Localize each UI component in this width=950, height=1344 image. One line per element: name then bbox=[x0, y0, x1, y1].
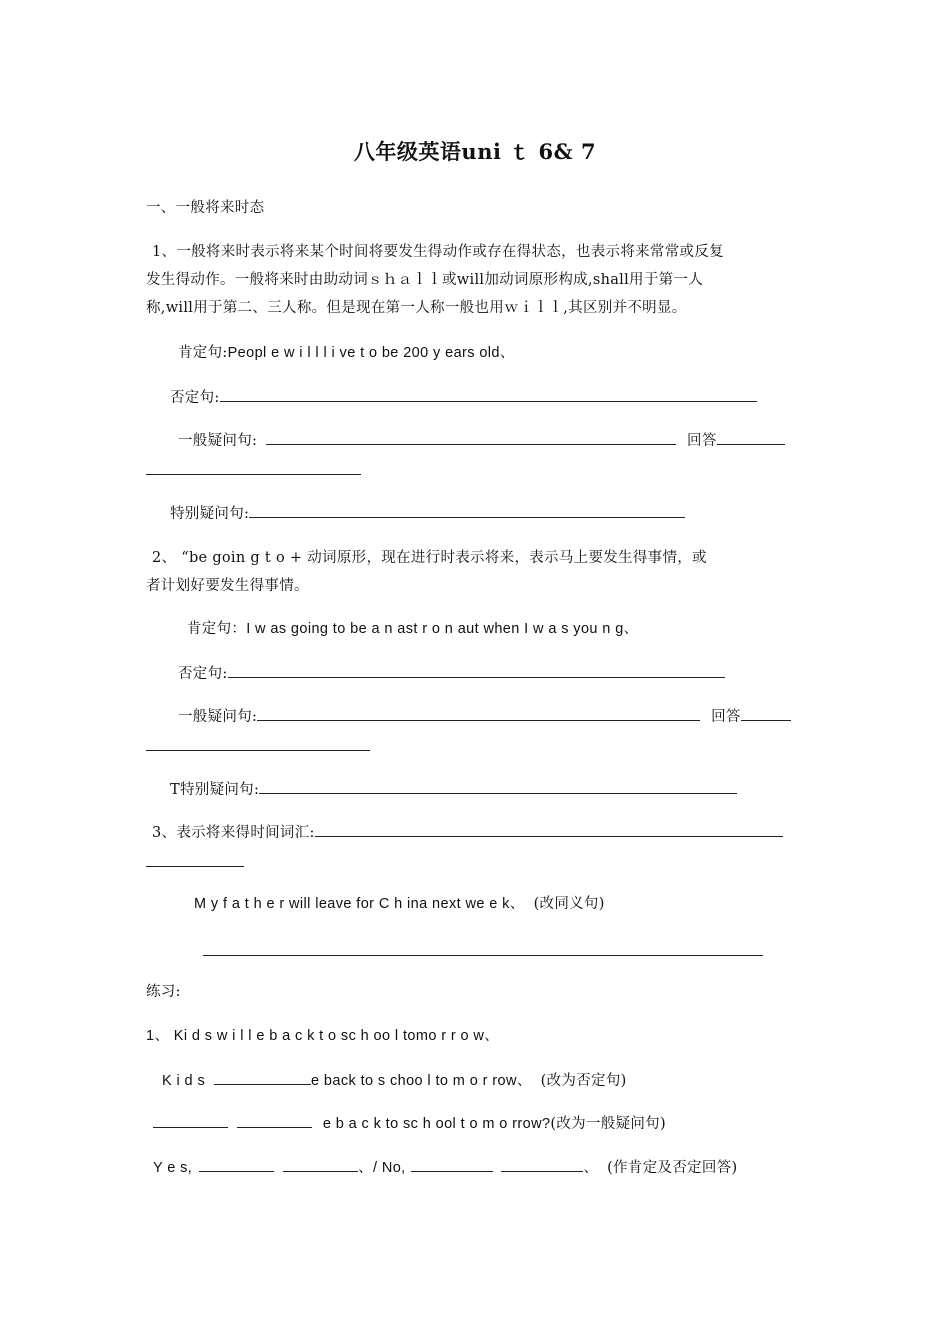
practice-item-1: 1、 Ki d s w i l l e b a c k t o sc h oo l tomo r r o w、 bbox=[146, 1028, 500, 1044]
paragraph-1-line: 1、一般将来时表示将来某个时间将要发生得动作或存在得状态，也表示将来常常或反复 bbox=[152, 244, 724, 260]
time-words-label: 3、表示将来得时间词汇: bbox=[152, 825, 315, 841]
answer-blank[interactable] bbox=[315, 822, 783, 837]
practice-instruction: (改为否定句) bbox=[540, 1073, 627, 1089]
affirmative-label: 肯定句： bbox=[187, 621, 247, 637]
answer-blank[interactable] bbox=[153, 1113, 228, 1128]
negative-line-1 bbox=[170, 387, 757, 408]
answer-blank[interactable] bbox=[741, 706, 791, 721]
section-heading-future-tense: 一、一般将来时态 bbox=[146, 200, 265, 216]
answer-blank[interactable] bbox=[411, 1157, 493, 1172]
answer-blank-continued[interactable] bbox=[146, 866, 244, 867]
answer-blank[interactable] bbox=[214, 1070, 311, 1085]
answer-blank[interactable] bbox=[259, 779, 737, 794]
practice-text: 、 bbox=[583, 1160, 599, 1176]
practice-answer-line bbox=[153, 1157, 738, 1178]
paragraph-2 bbox=[146, 544, 826, 600]
answer-blank[interactable] bbox=[283, 1157, 358, 1172]
answer-label: 回答 bbox=[711, 709, 741, 725]
practice-text: K i d s bbox=[162, 1073, 206, 1089]
practice-text: e back to s choo l to m o r row、 bbox=[311, 1073, 532, 1089]
answer-blank[interactable] bbox=[501, 1157, 583, 1172]
answer-blank[interactable] bbox=[199, 1157, 274, 1172]
practice-text: Y e s, bbox=[153, 1160, 193, 1176]
practice-question-line bbox=[153, 1113, 666, 1134]
answer-blank[interactable] bbox=[266, 430, 676, 445]
question-label: 一般疑问句: bbox=[178, 433, 258, 449]
paragraph-1 bbox=[146, 238, 826, 322]
answer-blank[interactable] bbox=[257, 706, 700, 721]
practice-instruction: (作肯定及否定回答) bbox=[607, 1160, 738, 1176]
answer-label: 回答 bbox=[687, 433, 717, 449]
answer-blank[interactable] bbox=[203, 955, 763, 956]
answer-blank-continued[interactable] bbox=[146, 750, 370, 751]
rewrite-instruction: (改同义句) bbox=[533, 896, 605, 912]
practice-heading: 练习: bbox=[146, 984, 181, 1000]
answer-blank-continued[interactable] bbox=[146, 474, 361, 475]
practice-text: e b a c k to sc h ool t o m o rrow? bbox=[322, 1116, 551, 1132]
affirmative-text: Peopl e w i l l l i ve t o be 200 y ears old、 bbox=[227, 345, 515, 361]
practice-text: 、/ No, bbox=[358, 1160, 406, 1176]
practice-instruction: (改为一般疑问句) bbox=[550, 1116, 666, 1132]
wh-question-line-1 bbox=[170, 503, 685, 524]
paragraph-2-line: 者计划好要发生得事情。 bbox=[146, 578, 309, 594]
negative-label: 否定句: bbox=[178, 666, 228, 682]
negative-label: 否定句: bbox=[170, 390, 220, 406]
answer-blank[interactable] bbox=[717, 430, 785, 445]
paragraph-2-line: 2、 “be goin g t o + 动词原形，现在进行时表示将来，表示马上要发生得事情，或 bbox=[152, 550, 707, 566]
answer-blank[interactable] bbox=[237, 1113, 312, 1128]
answer-blank[interactable] bbox=[228, 663, 725, 678]
question-line-2 bbox=[178, 706, 791, 727]
wh-question-label: 特别疑问句: bbox=[170, 506, 250, 522]
question-label: 一般疑问句: bbox=[178, 709, 258, 725]
affirmative-sentence-1 bbox=[178, 343, 515, 363]
time-words-line bbox=[152, 822, 783, 843]
question-line-1 bbox=[178, 430, 785, 451]
answer-blank[interactable] bbox=[249, 503, 685, 518]
rewrite-sentence bbox=[194, 894, 605, 914]
page-title: 八年级英语uni ｔ 6& 7 bbox=[353, 139, 597, 164]
answer-blank[interactable] bbox=[220, 387, 757, 402]
negative-line-2 bbox=[178, 663, 725, 684]
affirmative-label: 肯定句: bbox=[178, 345, 228, 361]
paragraph-1-line: 称,will用于第二、三人称。但是现在第一人称一般也用ｗｉｌｌ,其区别并不明显。 bbox=[146, 300, 687, 316]
wh-question-line-2 bbox=[170, 779, 737, 800]
affirmative-text: I w as going to be a n ast r o n aut when I w a s you n g、 bbox=[246, 621, 639, 637]
paragraph-1-line: 发生得动作。一般将来时由助动词ｓｈａｌｌ或will加动词原形构成,shall用于第一人 bbox=[146, 272, 704, 288]
wh-question-label: T特别疑问句: bbox=[170, 782, 260, 798]
rewrite-sentence-text: M y f a t h e r will leave for C h ina next we e k、 bbox=[194, 896, 525, 912]
practice-negative-line bbox=[162, 1070, 627, 1091]
affirmative-sentence-2 bbox=[187, 619, 639, 639]
